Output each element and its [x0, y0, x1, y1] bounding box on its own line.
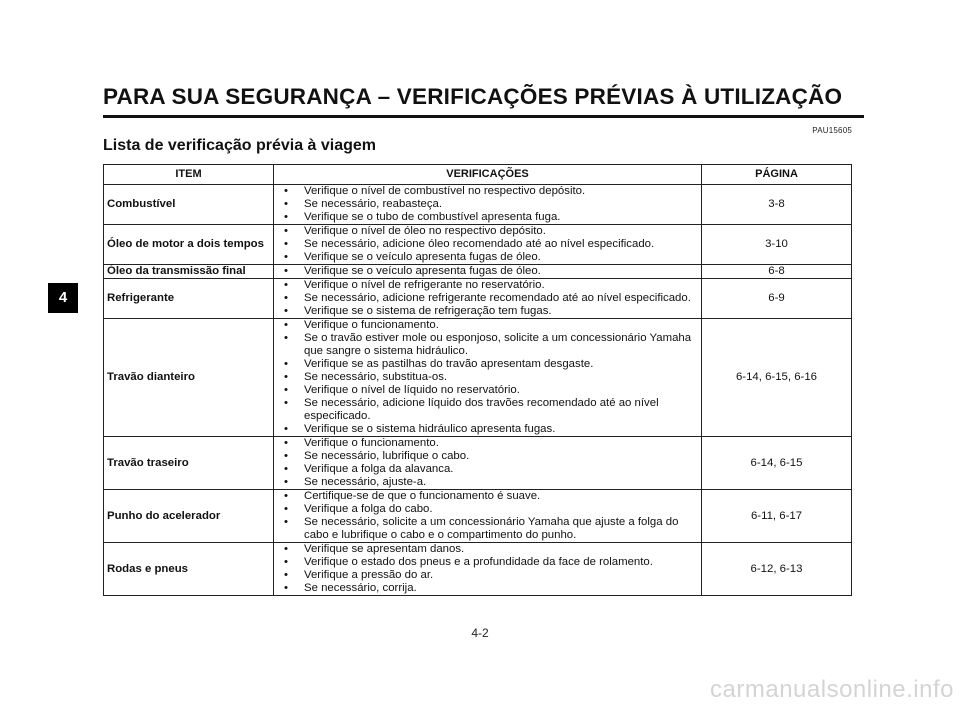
check-item — [284, 332, 698, 358]
bullet-icon: • — [284, 569, 288, 581]
section-title: Lista de verificação prévia à viagem — [103, 137, 377, 154]
check-item — [284, 265, 698, 278]
bullet-icon: • — [284, 437, 288, 449]
page-number: 4-2 — [471, 626, 489, 640]
check-text: Verifique se o sistema de refrigeração tem fugas. — [304, 305, 552, 317]
page-cell: 6-8 — [702, 265, 852, 279]
item-cell: Óleo de motor a dois tempos — [104, 225, 274, 265]
watermark[interactable]: carmanualsonline.info — [710, 676, 954, 703]
bullet-icon: • — [284, 319, 288, 331]
check-item — [284, 463, 698, 476]
checks-cell — [274, 185, 702, 225]
page-cell: 3-10 — [702, 225, 852, 265]
table-row — [104, 543, 852, 596]
bullet-icon: • — [284, 332, 288, 344]
item-cell: Travão traseiro — [104, 437, 274, 490]
bullet-icon: • — [284, 582, 288, 594]
check-item — [284, 582, 698, 595]
bullet-icon: • — [284, 384, 288, 396]
check-item — [284, 198, 698, 211]
checks-cell — [274, 543, 702, 596]
check-text: Se o travão estiver mole ou esponjoso, solicite a um concessionário Yamaha que sangre o sistema hidráulico. — [304, 332, 692, 357]
bullet-icon: • — [284, 185, 288, 197]
check-item — [284, 279, 698, 292]
check-text: Verifique o nível de líquido no reservatório. — [304, 384, 520, 396]
check-item — [284, 305, 698, 318]
checks-cell — [274, 437, 702, 490]
page-cell: 6-14, 6-15 — [702, 437, 852, 490]
column-header-checks: VERIFICAÇÕES — [274, 165, 702, 185]
bullet-icon: • — [284, 490, 288, 502]
header-rule — [103, 115, 864, 118]
page-cell: 6-11, 6-17 — [702, 490, 852, 543]
page-header-title: PARA SUA SEGURANÇA – VERIFICAÇÕES PRÉVIAS À UTILIZAÇÃO — [103, 84, 843, 109]
table-row — [104, 225, 852, 265]
bullet-icon: • — [284, 211, 288, 223]
table-row — [104, 265, 852, 279]
bullet-icon: • — [284, 225, 288, 237]
chapter-tab: 4 — [48, 283, 78, 313]
item-cell: Combustível — [104, 185, 274, 225]
table-header-row — [104, 165, 852, 185]
table-header — [104, 165, 852, 185]
check-item — [284, 490, 698, 503]
bullet-icon: • — [284, 516, 288, 528]
check-text: Se necessário, adicione óleo recomendado até ao nível especificado. — [304, 238, 655, 250]
check-item — [284, 371, 698, 384]
check-text: Verifique a pressão do ar. — [304, 569, 434, 581]
checks-cell — [274, 225, 702, 265]
check-text: Verifique se o sistema hidráulico apresenta fugas. — [304, 423, 556, 435]
check-item — [284, 211, 698, 224]
bullet-icon: • — [284, 265, 288, 277]
check-item — [284, 450, 698, 463]
check-item — [284, 476, 698, 489]
check-text: Verifique se o tubo de combustível apresenta fuga. — [304, 211, 561, 223]
check-text: Verifique o nível de combustível no respectivo depósito. — [304, 185, 586, 197]
bullet-icon: • — [284, 476, 288, 488]
document-code: PAU15605 — [812, 126, 852, 135]
page-cell: 6-14, 6-15, 6-16 — [702, 319, 852, 437]
check-text: Verifique se o veículo apresenta fugas de óleo. — [304, 265, 541, 277]
checks-cell — [274, 319, 702, 437]
bullet-icon: • — [284, 305, 288, 317]
bullet-icon: • — [284, 198, 288, 210]
check-text: Verifique o funcionamento. — [304, 437, 439, 449]
check-text: Se necessário, adicione líquido dos travões recomendado até ao nível especificado. — [304, 397, 659, 422]
column-header-page: PÁGINA — [702, 165, 852, 185]
item-cell: Rodas e pneus — [104, 543, 274, 596]
table-row — [104, 490, 852, 543]
check-text: Se necessário, solicite a um concessionário Yamaha que ajuste a folga do cabo e lubrifique o cabo e o compartimento do punho. — [304, 516, 679, 541]
item-cell: Refrigerante — [104, 279, 274, 319]
check-text: Verifique o nível de óleo no respectivo depósito. — [304, 225, 546, 237]
bullet-icon: • — [284, 463, 288, 475]
page-cell: 6-12, 6-13 — [702, 543, 852, 596]
check-item — [284, 292, 698, 305]
check-item — [284, 569, 698, 582]
check-item — [284, 397, 698, 423]
bullet-icon: • — [284, 371, 288, 383]
check-item — [284, 319, 698, 332]
check-text: Se necessário, lubrifique o cabo. — [304, 450, 470, 462]
check-text: Verifique o nível de refrigerante no reservatório. — [304, 279, 545, 291]
check-text: Se necessário, ajuste-a. — [304, 476, 427, 488]
check-text: Verifique o estado dos pneus e a profundidade da face de rolamento. — [304, 556, 653, 568]
check-item — [284, 503, 698, 516]
bullet-icon: • — [284, 251, 288, 263]
bullet-icon: • — [284, 358, 288, 370]
check-text: Se necessário, substitua-os. — [304, 371, 448, 383]
item-cell: Travão dianteiro — [104, 319, 274, 437]
bullet-icon: • — [284, 279, 288, 291]
page-cell: 3-8 — [702, 185, 852, 225]
check-text: Verifique se apresentam danos. — [304, 543, 465, 555]
item-cell: Óleo da transmissão final — [104, 265, 274, 279]
check-item — [284, 185, 698, 198]
check-text: Se necessário, reabasteça. — [304, 198, 443, 210]
table-body — [104, 185, 852, 596]
pre-ride-checklist-table — [103, 164, 852, 596]
check-text: Se necessário, corrija. — [304, 582, 417, 594]
checks-cell — [274, 490, 702, 543]
bullet-icon: • — [284, 543, 288, 555]
table-row — [104, 279, 852, 319]
bullet-icon: • — [284, 556, 288, 568]
check-text: Se necessário, adicione refrigerante recomendado até ao nível especificado. — [304, 292, 691, 304]
column-header-item: ITEM — [104, 165, 274, 185]
check-item — [284, 437, 698, 450]
item-cell: Punho do acelerador — [104, 490, 274, 543]
check-item — [284, 358, 698, 371]
check-text: Verifique se o veículo apresenta fugas de óleo. — [304, 251, 541, 263]
bullet-icon: • — [284, 292, 288, 304]
bullet-icon: • — [284, 503, 288, 515]
check-item — [284, 384, 698, 397]
table-row — [104, 319, 852, 437]
check-item — [284, 423, 698, 436]
check-item — [284, 225, 698, 238]
check-item — [284, 238, 698, 251]
table-row — [104, 185, 852, 225]
bullet-icon: • — [284, 423, 288, 435]
check-text: Verifique se as pastilhas do travão apresentam desgaste. — [304, 358, 594, 370]
check-item — [284, 556, 698, 569]
check-item — [284, 543, 698, 556]
check-item — [284, 516, 698, 542]
check-text: Verifique o funcionamento. — [304, 319, 439, 331]
check-item — [284, 251, 698, 264]
checks-cell — [274, 279, 702, 319]
check-text: Verifique a folga do cabo. — [304, 503, 433, 515]
page-cell: 6-9 — [702, 279, 852, 319]
check-text: Verifique a folga da alavanca. — [304, 463, 454, 475]
checks-cell — [274, 265, 702, 279]
bullet-icon: • — [284, 238, 288, 250]
check-text: Certifique-se de que o funcionamento é suave. — [304, 490, 541, 502]
table-row — [104, 437, 852, 490]
bullet-icon: • — [284, 397, 288, 409]
bullet-icon: • — [284, 450, 288, 462]
